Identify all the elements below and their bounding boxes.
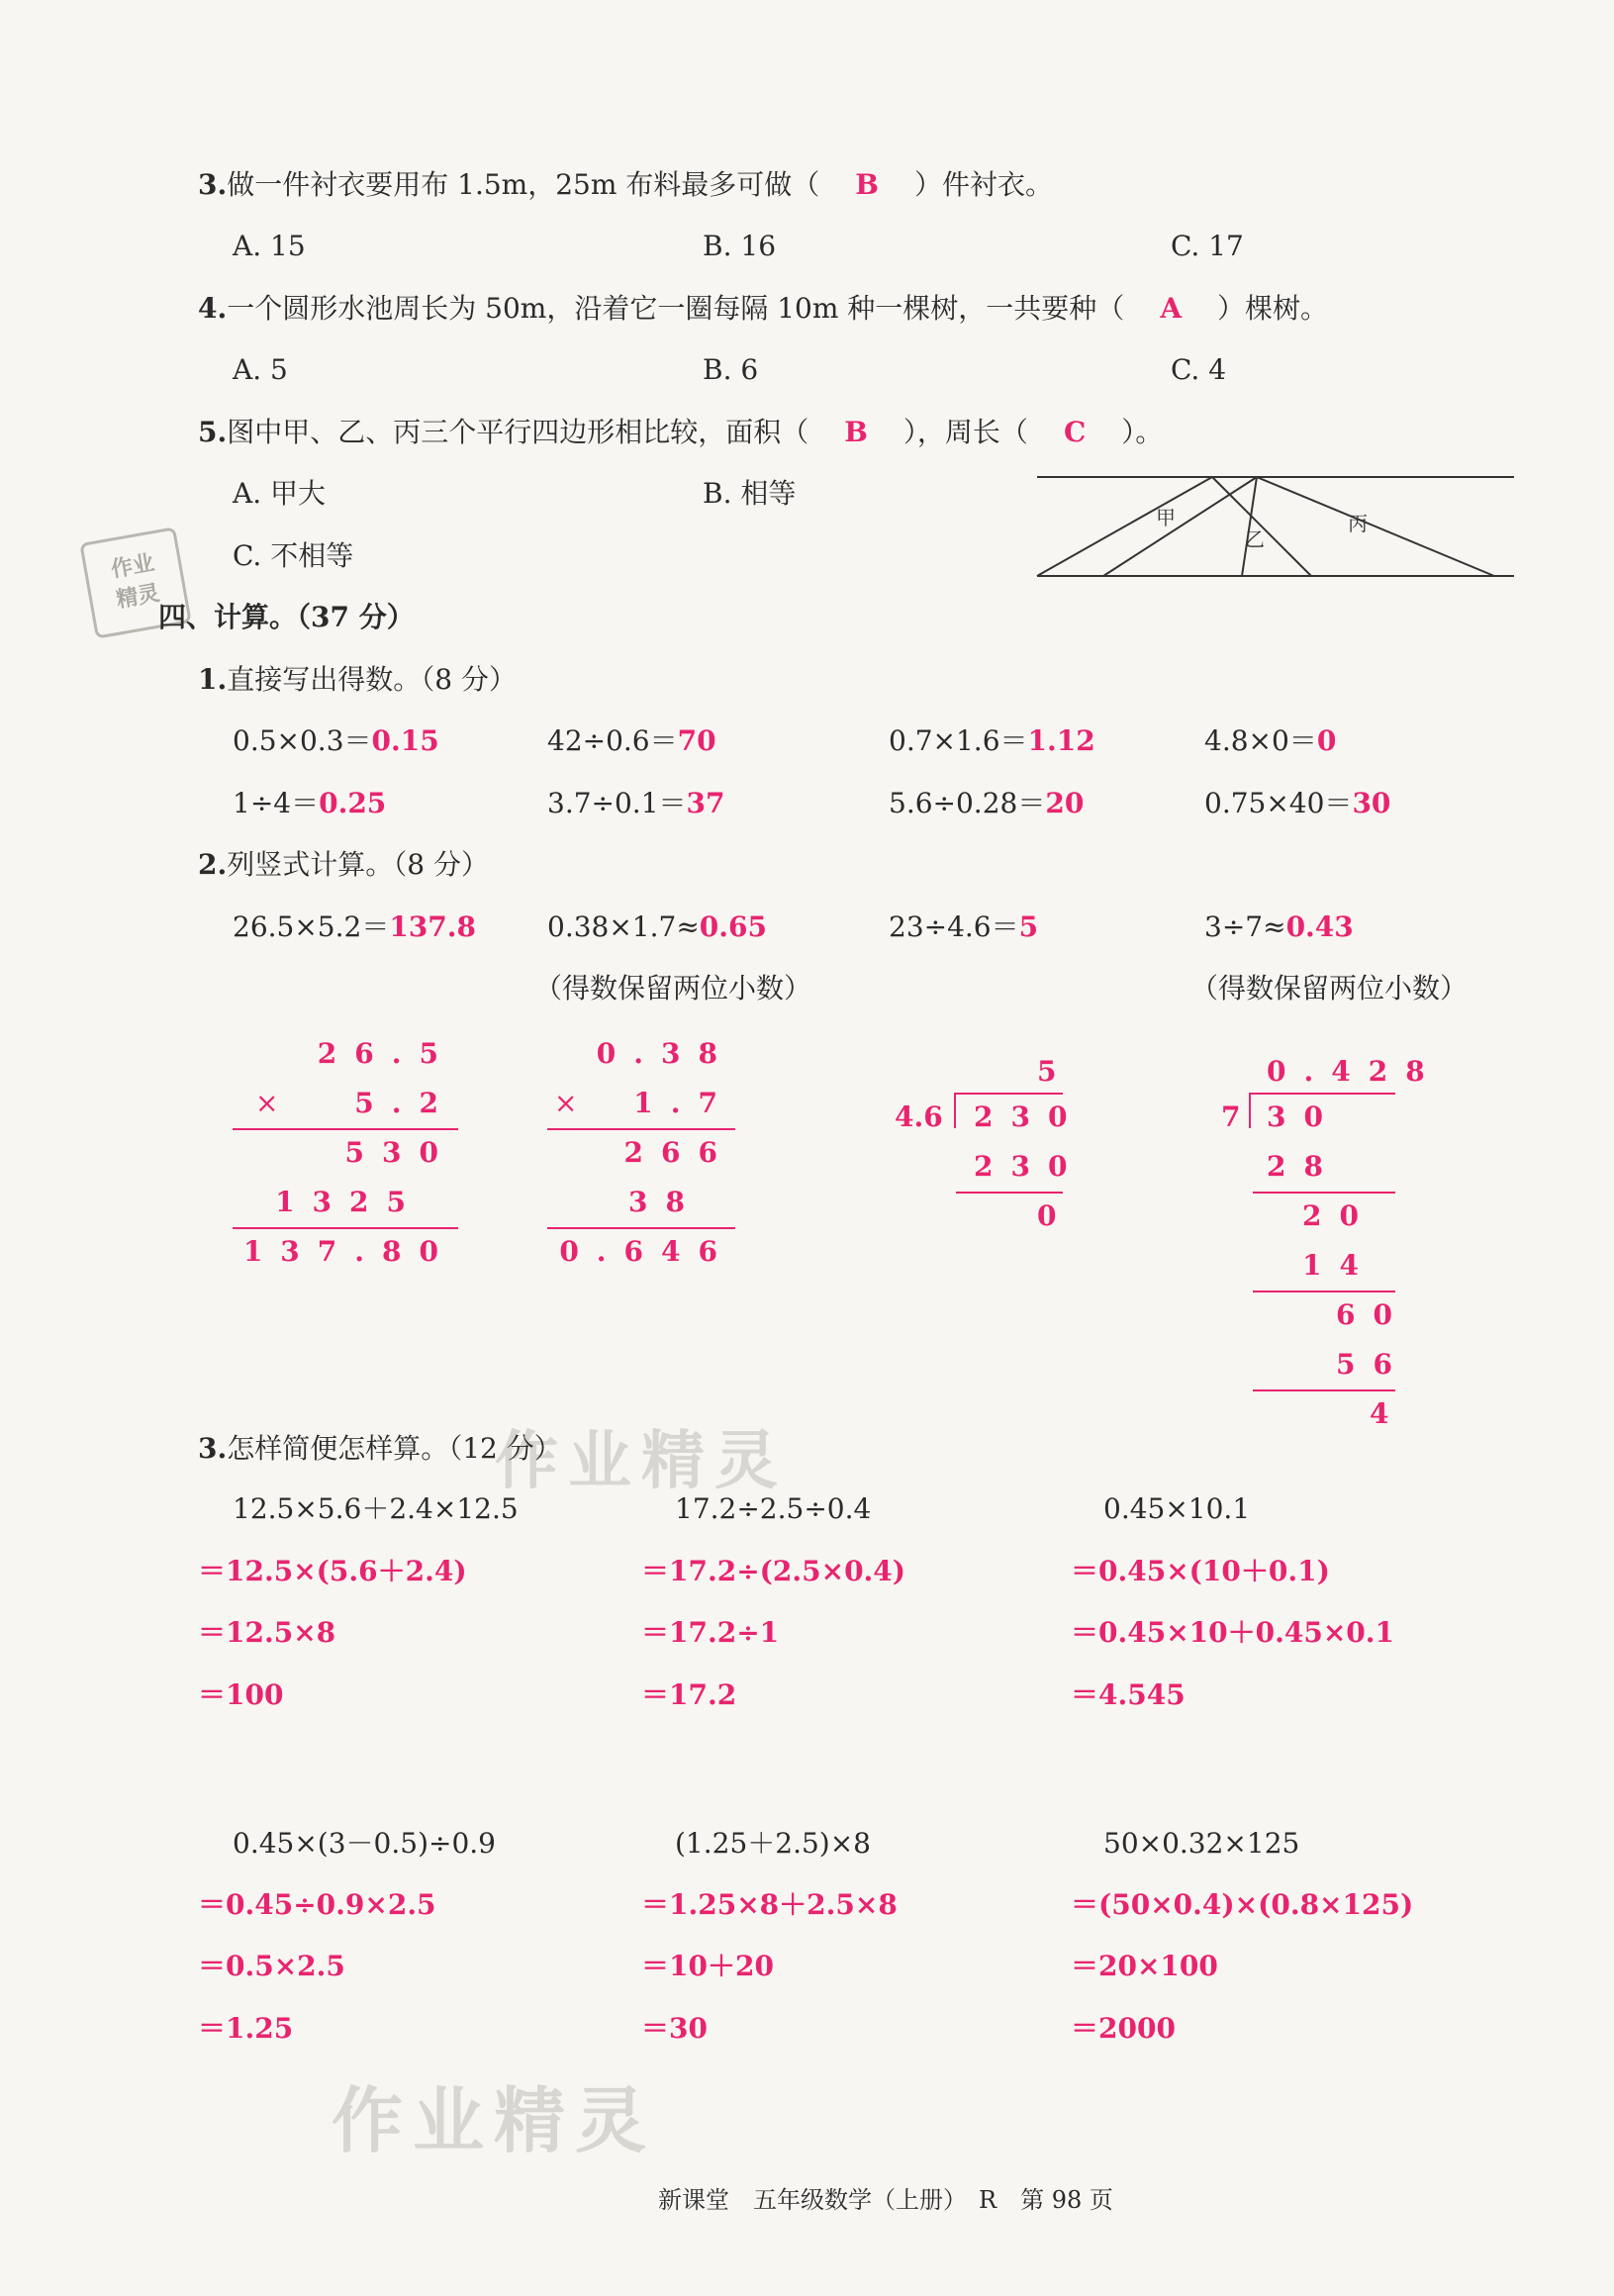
simplify-2-step-2: ＝17.2÷1 xyxy=(641,1616,780,1649)
q4-stem: 4.一个圆形水池周长为 50m，沿着它一圈每隔 10m 种一棵树，一共要种（ A ）棵树。 xyxy=(198,292,1329,325)
q4-option-a: A. 5 xyxy=(233,353,288,386)
w2-line2 xyxy=(547,1227,735,1229)
q3-option-a: A. 15 xyxy=(233,230,306,262)
w4-line2 xyxy=(1253,1291,1395,1292)
oral-calc-7: 5.6÷0.28＝20 xyxy=(889,787,1085,819)
simplify-6-step-2: ＝20×100 xyxy=(1071,1950,1218,1982)
rounding-note-2: （得数保留两位小数） xyxy=(1190,972,1469,1004)
oral-calc-6: 3.7÷0.1＝37 xyxy=(547,787,725,819)
q4-option-c: C. 4 xyxy=(1171,353,1227,386)
w4-bracket-side xyxy=(1249,1093,1251,1128)
simplify-6-step-1: ＝(50×0.4)×(0.8×125) xyxy=(1071,1888,1414,1921)
part3-title: 3.怎样简便怎样算。（12 分） xyxy=(198,1432,562,1465)
w1-r3: 530 xyxy=(344,1136,456,1169)
simplify-2-step-3: ＝17.2 xyxy=(641,1678,737,1711)
q5-option-a: A. 甲大 xyxy=(233,477,327,510)
w4-dividend: 30 xyxy=(1267,1100,1341,1133)
w4-s1: 28 xyxy=(1267,1150,1341,1183)
q5-stem: 5.图中甲、乙、丙三个平行四边形相比较，面积（ B ），周长（ C ）。 xyxy=(198,416,1164,448)
simplify-5-step-2: ＝10＋20 xyxy=(641,1950,774,1982)
w4-remainder: 4 xyxy=(1370,1397,1389,1430)
simplify-6-question: 50×0.32×125 xyxy=(1103,1827,1300,1860)
q5-option-c: C. 不相等 xyxy=(233,539,354,572)
w3-bracket-side xyxy=(954,1093,956,1128)
simplify-4-step-3: ＝1.25 xyxy=(198,2012,294,2045)
simplify-4-step-2: ＝0.5×2.5 xyxy=(198,1950,345,1982)
watermark-bottom: 作业精灵 xyxy=(332,2078,657,2162)
simplify-2-step-1: ＝17.2÷(2.5×0.4) xyxy=(641,1555,906,1587)
w1-r4: 1325 xyxy=(275,1186,424,1218)
w2-r2: 1.7 xyxy=(633,1087,735,1119)
simplify-5-question: (1.25＋2.5)×8 xyxy=(675,1827,871,1860)
w2-line1 xyxy=(547,1128,735,1130)
w1-line2 xyxy=(233,1227,458,1229)
w4-s2: 14 xyxy=(1302,1249,1377,1282)
watermark-top: 作业精灵 xyxy=(495,1424,788,1498)
homework-stamp: 作业 精灵 xyxy=(79,526,192,639)
simplify-1-step-1: ＝12.5×(5.6＋2.4) xyxy=(198,1555,467,1587)
vertical-calc-3: 23÷4.6＝5 xyxy=(889,910,1039,943)
w3-quotient: 5 xyxy=(1037,1055,1057,1088)
vertical-calc-4: 3÷7≈0.43 xyxy=(1204,910,1354,943)
w1-r1: 26.5 xyxy=(317,1037,456,1070)
w2-r3: 266 xyxy=(623,1136,735,1169)
w1-r2: 5.2 xyxy=(354,1087,456,1119)
part2-title: 2.列竖式计算。（8 分） xyxy=(198,848,489,881)
simplify-1-question: 12.5×5.6＋2.4×12.5 xyxy=(233,1492,519,1525)
simplify-3-step-3: ＝4.545 xyxy=(1071,1678,1186,1711)
w2-r4: 38 xyxy=(628,1186,703,1218)
oral-calc-4: 4.8×0＝0 xyxy=(1204,724,1337,757)
w1-sign: × xyxy=(255,1087,279,1119)
simplify-3-question: 0.45×10.1 xyxy=(1103,1492,1251,1525)
vertical-calc-1: 26.5×5.2＝137.8 xyxy=(233,910,477,943)
simplify-5-step-1: ＝1.25×8＋2.5×8 xyxy=(641,1888,898,1921)
q3-option-b: B. 16 xyxy=(703,230,777,262)
simplify-4-question: 0.45×(3－0.5)÷0.9 xyxy=(233,1827,496,1860)
w1-r5: 137.80 xyxy=(242,1235,456,1268)
simplify-4-step-1: ＝0.45÷0.9×2.5 xyxy=(198,1888,436,1921)
q3-option-c: C. 17 xyxy=(1171,230,1244,262)
w3-sub: 230 xyxy=(974,1150,1086,1183)
simplify-2-question: 17.2÷2.5÷0.4 xyxy=(675,1492,872,1525)
w4-line1 xyxy=(1253,1192,1395,1194)
w2-r5: 0.646 xyxy=(559,1235,735,1268)
section-4-title: 四、计算。（37 分） xyxy=(158,601,415,633)
fig-label-bing: 丙 xyxy=(1348,512,1368,535)
q5-option-b: B. 相等 xyxy=(703,477,797,510)
oral-calc-5: 1÷4＝0.25 xyxy=(233,787,387,819)
simplify-6-step-3: ＝2000 xyxy=(1071,2012,1176,2045)
w4-s3: 56 xyxy=(1336,1348,1410,1381)
rounding-note-1: （得数保留两位小数） xyxy=(534,972,812,1004)
q3-stem: 3.做一件衬衣要用布 1.5m，25m 布料最多可做（ B ）件衬衣。 xyxy=(198,168,1053,201)
w2-r1: 0.38 xyxy=(596,1037,735,1070)
page-footer: 新课堂 五年级数学（上册） R 第 98 页 xyxy=(658,2186,1113,2214)
q4-option-b: B. 6 xyxy=(703,353,759,386)
simplify-5-step-3: ＝30 xyxy=(641,2012,708,2045)
oral-calc-1: 0.5×0.3＝0.15 xyxy=(233,724,439,757)
fig-label-yi: 乙 xyxy=(1245,527,1265,551)
w2-sign: × xyxy=(554,1087,578,1119)
w4-quotient: 0.428 xyxy=(1267,1055,1443,1088)
simplify-1-step-2: ＝12.5×8 xyxy=(198,1616,336,1649)
part1-title: 1.直接写出得数。（8 分） xyxy=(198,663,517,696)
w4-divisor: 7 xyxy=(1221,1100,1241,1133)
w4-bracket-top xyxy=(1251,1093,1395,1095)
simplify-1-step-3: ＝100 xyxy=(198,1678,284,1711)
w1-line1 xyxy=(233,1128,458,1130)
parallelogram-figure xyxy=(1029,465,1514,584)
simplify-3-step-1: ＝0.45×(10＋0.1) xyxy=(1071,1555,1330,1587)
w3-divisor: 4.6 xyxy=(895,1100,943,1133)
fig-label-jia: 甲 xyxy=(1156,506,1176,529)
w3-line xyxy=(956,1192,1063,1194)
w3-dividend: 230 xyxy=(974,1100,1086,1133)
w4-r2: 60 xyxy=(1336,1298,1410,1331)
w3-remainder: 0 xyxy=(1037,1199,1057,1232)
vertical-calc-2: 0.38×1.7≈0.65 xyxy=(547,910,767,943)
w3-bracket-top xyxy=(956,1093,1063,1095)
oral-calc-2: 42÷0.6＝70 xyxy=(547,724,716,757)
w4-line3 xyxy=(1253,1389,1395,1391)
simplify-3-step-2: ＝0.45×10＋0.45×0.1 xyxy=(1071,1616,1394,1649)
oral-calc-3: 0.7×1.6＝1.12 xyxy=(889,724,1095,757)
oral-calc-8: 0.75×40＝30 xyxy=(1204,787,1391,819)
w4-r1: 20 xyxy=(1302,1199,1377,1232)
